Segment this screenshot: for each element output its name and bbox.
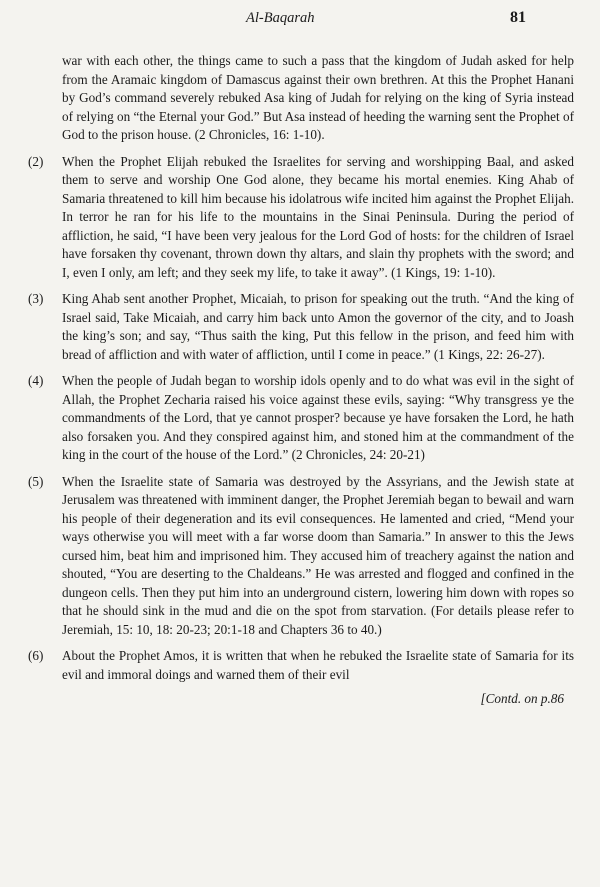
note-text: King Ahab sent another Prophet, Micaiah, to prison for speaking out the truth. “And the king of Israel said, Take Micaiah, and carry him back unto Amon the governor of the city, and to Joash the king’s son; and say, “Thus saith the king, Put this fellow in the prison, and feed him with bread of affliction and with water of affliction, until I come in peace.” (1 Kings, 22: 26-27). <box>62 291 574 362</box>
note-text: When the people of Judah began to worship idols openly and to do what was evil in the sight of Allah, the Prophet Zecharia raised his voice against these evils, saying: “Why transgress ye the commandments of the Lord, that ye cannot prosper? because ye have forsaken the Lord, he hath also forsaken you. And they conspired against him, and stoned him at the commandment of the king in the court of the house of the Lord.” (2 Chronicles, 24: 20-21) <box>62 373 574 462</box>
note-text: When the Prophet Elijah rebuked the Israelites for serving and worshipping Baal, and asked them to serve and worship One God alone, they became his mortal enemies. King Ahab of Samaria threatened to kill him because his idolatrous wife incited him against the Prophet Elijah. In terror he ran for his life to the mountains in the Sinai Peninsula. During the period of affliction, he said, “I have been very jealous for the Lord God of hosts: for the children of Israel have forsaken thy covenant, thrown down thy altars, and slain thy prophets with the sword; and I, even I only, am left; and they seek my life, to take it away”. (1 Kings, 19: 1-10). <box>62 153 574 280</box>
page-header <box>0 6 600 30</box>
footnotes-body <box>28 52 574 709</box>
note-number: (3) <box>28 291 44 306</box>
note-number: (6) <box>28 648 44 663</box>
note-6 <box>28 647 574 684</box>
continued-note: [Contd. on p.86 <box>480 691 564 706</box>
note-4 <box>28 372 574 465</box>
note-5 <box>28 473 574 640</box>
intro-paragraph: war with each other, the things came to such a pass that the kingdom of Judah asked for help from the Aramaic kingdom of Damascus against their own brethren. At this the Prophet Hanani by God’s command severely rebuked Asa king of Judah for relying on the king of Syria instead of relying on “the Eternal your God.” But Asa instead of heeding the warning sent the Prophet of God to the prison house. (2 Chronicles, 16: 1-10). <box>62 53 574 142</box>
running-title: Al-Baqarah <box>246 10 315 26</box>
note-2 <box>28 153 574 283</box>
note-number: (4) <box>28 373 44 388</box>
page-number: 81 <box>510 9 526 26</box>
note-number: (5) <box>28 473 44 489</box>
note-text: When the Israelite state of Samaria was destroyed by the Assyrians, and the Jewish state at Jerusalem was threatened with imminent danger, the Prophet Jeremiah began to bewail and warn his people of their degeneration and its evil consequences. He lamented and cried, “Mend your ways otherwise you will meet with a far worse doom than Samaria.” In answer to this the Jews cursed him, beat him and imprisoned him. They accused him of treachery against the nation and shouted, “You are deserting to the Chaldeans.” He was arrested and flogged and confined in the dungeon cells. Then they put him into an underground cistern, lowering him down with ropes so that he should sink in the mud and die on the spot from starvation. (For details please refer to Jeremiah, 15: 10, 18: 20-23; 20:1-18 and Chapters 36 to 40.) <box>62 473 574 637</box>
note-text: About the Prophet Amos, it is written that when he rebuked the Israelite state of Samaria for its evil and immoral doings and warned them of their evil <box>62 648 574 682</box>
note-3 <box>28 290 574 364</box>
note-number: (2) <box>28 153 44 169</box>
